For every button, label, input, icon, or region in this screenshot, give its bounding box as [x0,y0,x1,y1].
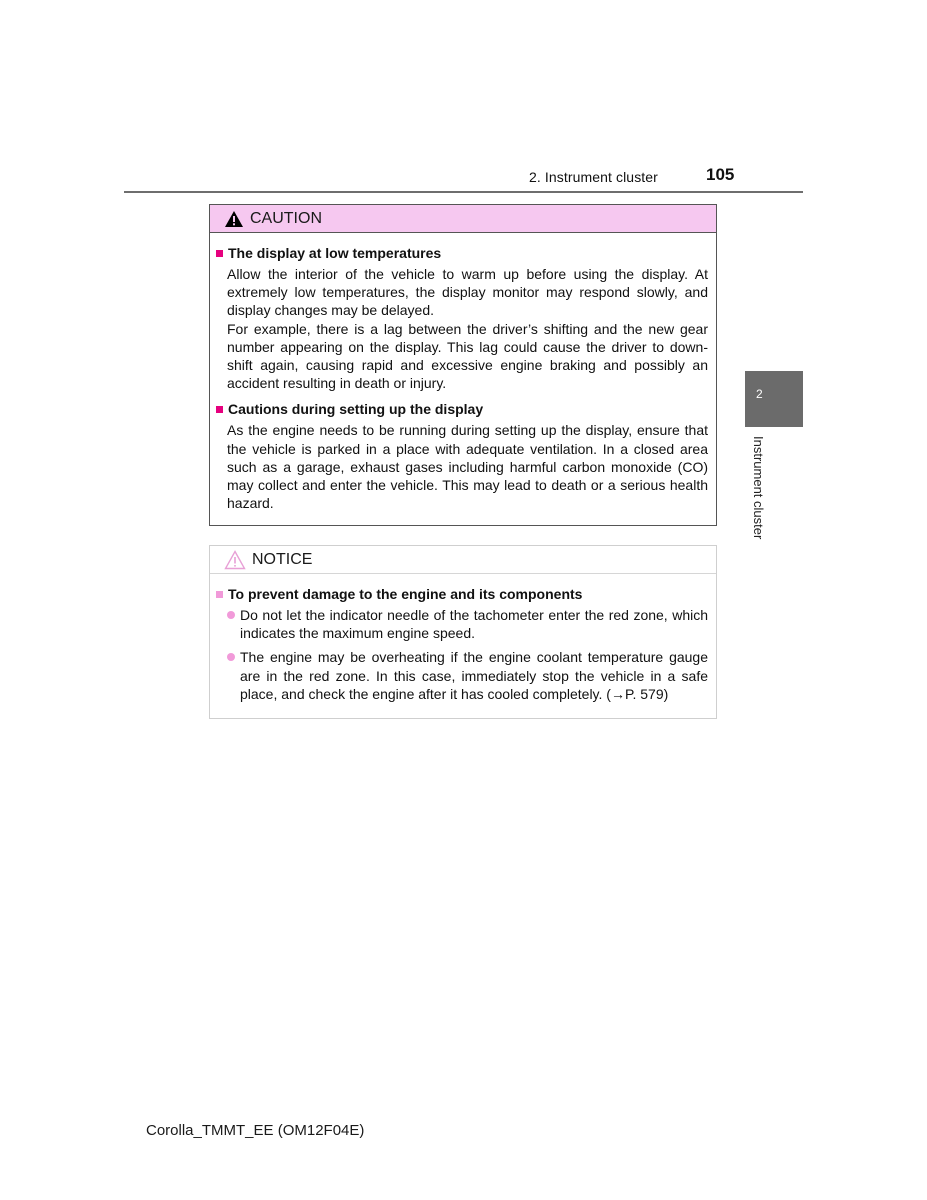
header-rule [124,191,803,193]
page-number: 105 [706,165,735,184]
warning-triangle-outline-icon [224,550,252,570]
chapter-label: Instrument cluster [751,436,766,540]
section-title: 2. Instrument cluster [529,169,658,185]
chapter-tab [745,371,803,427]
caution-box [209,204,717,526]
chapter-number: 2 [756,387,763,401]
section-heading-text: Cautions during setting up the display [228,401,484,418]
footer-doc-id: Corolla_TMMT_EE (OM12F04E) [146,1122,365,1139]
notice-box [209,545,717,719]
caution-section-heading [216,244,708,262]
paragraph: For example, there is a lag between the driver’s shifting and the new gear number appearing on the display. This lag could cause the driver to down-shift again, causing rapid and excessive engine braking and possibly an accident resulting in death or injury. [227,320,708,392]
notice-title: NOTICE [252,550,313,568]
section-heading-text: To prevent damage to the engine and its components [228,586,583,602]
list-item [227,648,708,703]
warning-triangle-icon [224,210,250,228]
caution-section-heading [216,400,708,418]
square-bullet-icon [216,591,223,598]
notice-section-heading [216,585,708,603]
notice-header [210,546,716,574]
caution-title: CAUTION [250,209,322,227]
caution-header [210,205,716,233]
list-item-text: Do not let the indicator needle of the tachometer enter the red zone, which indicates the maximum engine speed. [240,607,708,642]
list-item-text: The engine may be overheating if the engine coolant temperature gauge are in the red zone. In this case, immediately stop the vehicle in a safe place, and check the engine after it has cooled completely. (→P. 579) [240,649,708,702]
list-item [227,606,708,642]
square-bullet-icon [216,406,223,413]
round-bullet-icon [227,653,235,661]
paragraph: As the engine needs to be running during setting up the display, ensure that the vehicle is parked in a place with adequate ventilation. In a closed area such as a garage, exhaust gases including harmful carbon monoxide (CO) may collect and enter the vehicle. This may lead to death or a serious health hazard. [227,422,708,512]
section-heading-text: The display at low temperatures [228,245,442,261]
paragraph: Allow the interior of the vehicle to warm up before using the display. At extremely low temperatures, the display monitor may respond slowly, and display changes may be delayed. [227,266,708,319]
square-bullet-icon [216,250,223,257]
round-bullet-icon [227,611,235,619]
